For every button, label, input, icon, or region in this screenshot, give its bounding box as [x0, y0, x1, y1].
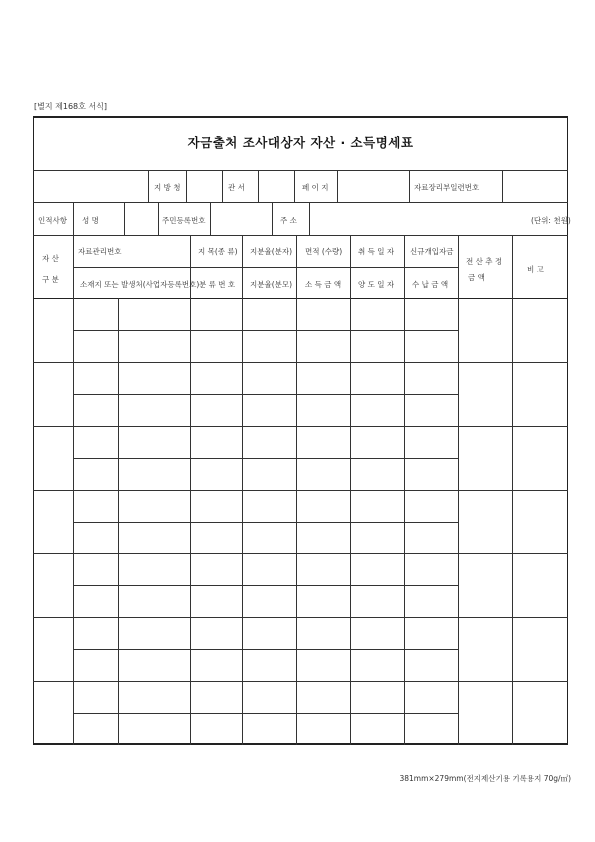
address-label: 주 소: [280, 216, 297, 225]
personal-info-label: 인적사항: [38, 216, 67, 225]
remarks-header: 비 고: [527, 265, 544, 274]
divider: [33, 553, 568, 554]
divider: [512, 235, 513, 745]
receipt-amount-header: 수 납 금 액: [412, 280, 449, 289]
id-number-label: 주민등록번호: [162, 216, 206, 225]
divider: [337, 170, 338, 202]
share-denominator-header: 지분율(분모): [250, 280, 293, 289]
tax-office-label: 관 서: [228, 183, 245, 192]
divider: [33, 170, 568, 171]
divider: [242, 235, 243, 745]
divider: [33, 235, 568, 236]
form-title: 자금출처 조사대상자 자산 · 소득명세표: [187, 135, 414, 150]
divider: [33, 202, 568, 203]
divider: [124, 202, 125, 235]
asset-type-header: 자 산: [42, 254, 59, 263]
office-label: 지 방 청: [154, 183, 181, 192]
serial-label: 자료장리부일련번호: [414, 183, 480, 192]
transfer-date-header: 양 도 일 자: [358, 280, 395, 289]
divider: [73, 458, 459, 459]
divider: [73, 522, 459, 523]
divider: [73, 585, 459, 586]
divider: [73, 235, 74, 745]
income-amount-header: 소 득 금 액: [305, 280, 342, 289]
divider: [73, 394, 459, 395]
new-funds-header: 신규개입자금: [410, 247, 454, 256]
location-header: 소재지 또는 발생처(사업자등록번호): [80, 280, 200, 289]
land-type-header: 지 목(종 류): [198, 247, 238, 256]
divider: [296, 235, 297, 745]
page-label: 페 이 지: [302, 183, 329, 192]
acquisition-date-header: 취 득 일 자: [358, 247, 395, 256]
estimated-amount-header: 전 산 추 정: [466, 257, 503, 266]
divider: [33, 490, 568, 491]
divider: [73, 713, 459, 714]
divider: [404, 235, 405, 745]
divider: [350, 235, 351, 745]
class-no-header: 분 류 번 호: [199, 280, 236, 289]
divider: [73, 330, 459, 331]
name-label: 성 명: [82, 216, 99, 225]
divider: [33, 426, 568, 427]
divider: [73, 202, 74, 235]
estimated-amount-header: 금 액: [468, 273, 485, 282]
divider: [309, 202, 310, 235]
divider: [73, 649, 459, 650]
divider: [272, 202, 273, 235]
divider: [210, 202, 211, 235]
area-header: 면적 (수량): [305, 247, 343, 256]
divider: [458, 235, 459, 745]
divider: [73, 267, 459, 268]
divider: [190, 235, 191, 745]
mgmt-no-header: 자료관리번호: [78, 247, 122, 256]
divider: [118, 298, 119, 745]
unit-label: (단위: 천원): [531, 216, 571, 225]
divider: [148, 170, 149, 202]
divider: [409, 170, 410, 202]
divider: [502, 170, 503, 202]
divider: [33, 298, 568, 299]
divider: [33, 681, 568, 682]
divider: [158, 202, 159, 235]
divider: [33, 617, 568, 618]
paper-spec-note: 381mm×279mm(전지제산기용 기록용지 70g/㎡): [399, 774, 571, 783]
divider: [222, 170, 223, 202]
share-numerator-header: 지분율(분자): [250, 247, 293, 256]
divider: [186, 170, 187, 202]
divider: [258, 170, 259, 202]
divider: [33, 362, 568, 363]
divider: [294, 170, 295, 202]
form-frame: [33, 116, 568, 745]
asset-type-header: 구 분: [42, 275, 59, 284]
form-number-label: [별지 제168호 서식]: [34, 102, 107, 111]
